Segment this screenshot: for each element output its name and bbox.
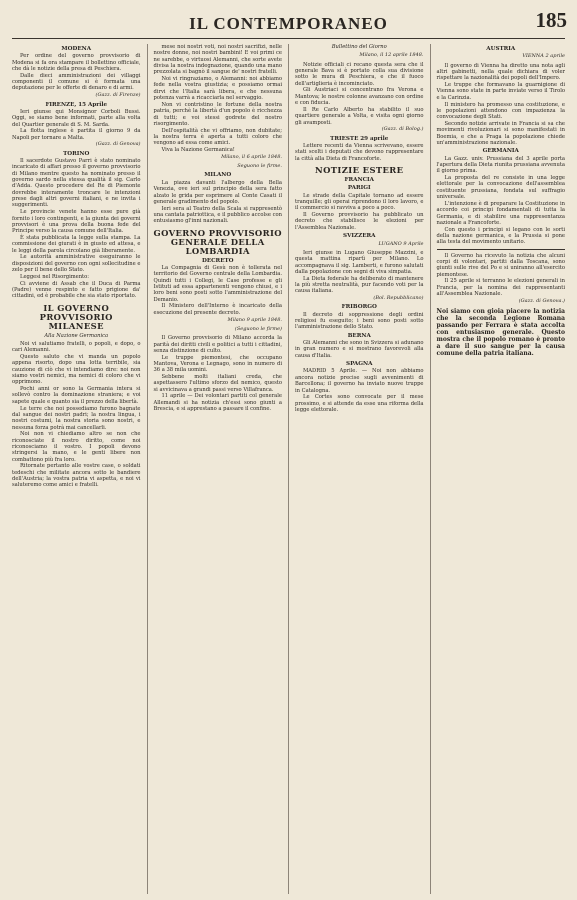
paragraph: Noi vi ringraziamo, o Alemanni: noi abbiamo fede nella vostra giustizia; e possiamo ormai dirvi che l'Italia sarà libera, e che nessuna potenza varrà a ricacciarla nel servaggio.: [153, 76, 282, 102]
section-heading: TORINO: [63, 150, 90, 157]
section-heading: AUSTRIA: [486, 46, 516, 52]
page-number: 185: [535, 8, 567, 32]
paragraph: Le truppe piemontesi, che occupano Mantova, Verona e Legnago, sono in numero di 36 a 38 mila uomini.: [153, 354, 282, 374]
paragraph: Le terre che noi possediamo furono bagnate dal sangue dei nostri padri; la nostra lingua, i nostri costumi, la nostra storia sono nostri, e nessuna forza potrà mai cancellarli.: [12, 405, 141, 431]
signature-line: LUGANO 9 Aprile: [378, 240, 424, 247]
signature-line: (Gazz. di Genova.): [518, 297, 565, 304]
section-heading: GERMANIA: [482, 148, 519, 155]
paragraph: MADRID 5 Aprile. — Noi non abbiamo ancora notizie precise sugli avvenimenti di Barcellona; il governo ha inviato nuove truppe in Catalogna.: [295, 368, 424, 394]
paragraph: Le autorità amministrative eseguiranno le disposizioni del governo con ogni sollecitudine e zelo per il bene dello Stato.: [12, 254, 141, 274]
column-1: [12, 44, 141, 894]
column-2: [147, 44, 283, 894]
paragraph: La piazza davanti l'albergo della Bella Venezia, ove ieri sul principio della sera fatto alzato le grida per esprimere al Conte Casati il generale gradimento del popolo.: [153, 179, 282, 205]
paragraph: Dell'ospitalità che vi offriamo, non dubitate; la nostra terra è aperta a tutti coloro che vengono ad essa come amici.: [153, 127, 282, 147]
paragraph: Il Governo ha ricevuto la notizia che alcuni corpi di volontari, partiti dalla Toscana, sono giunti sulle rive del Po e si uniranno all'esercito piemontese.: [436, 252, 565, 278]
paragraph: Noi vi salutiamo fratelli, o popoli, e dopo, o cari Alemanni.: [12, 340, 141, 354]
paragraph: Le provincie venete hanno esse pure già fornito i loro contingenti, e la giunta dei governi provvisori è una prova della buona fede del Principe verso la causa comune dell'Italia.: [12, 209, 141, 235]
section-heading: MODENA: [61, 46, 92, 52]
paragraph: Non vi contristino le fortune della nostra patria, perchè la libertà d'un popolo è ricchezza di tutti; e voi stessi godrete del nostro risorgimento.: [153, 101, 282, 127]
signature-line: (Bol. Repubblicano): [373, 295, 424, 302]
signature-line: (Gazz. di Firenze): [95, 92, 141, 99]
headline: IL GOVERNO PROVVISORIO MILANESE: [39, 302, 113, 331]
signature-line: (Gazz. di Genova): [95, 141, 141, 148]
signature-line: (Seguono le firme): [234, 325, 282, 332]
paragraph: La Gazz. univ. Prussiana del 3 aprile porta l'apertura della Dieta riunita prussiana avvenuta il giorno prima.: [436, 155, 565, 175]
paragraph: Il decreto di soppressione degli ordini religiosi fu eseguito; i beni sono posti sotto l'amministrazione dello Stato.: [295, 311, 424, 331]
paragraph: Questo saluto che vi manda un popolo appena risorto, dopo una lotta terribile, sia cauzione di ciò che vi intendiamo dire: noi non siamo vostri nemici, ma nemici di coloro che vi opprimono.: [12, 354, 141, 386]
paragraph: Viva la Nazione Germanica!: [161, 147, 235, 154]
paragraph: Secondo notizie arrivate in Francia si sa che movimenti rivoluzionari si sono manifestati in Boemia, e che a Praga la popolazione chiede un'amministrazione nazionale.: [436, 120, 565, 146]
paragraph: Il 25 aprile si terranno le elezioni generali in Francia, per la nomina dei rappresentanti all'Assemblea Nazionale.: [436, 278, 565, 298]
section-heading: MILANO: [204, 172, 232, 179]
paragraph: La Dieta federale ha deliberato di mantenere la più stretta neutralità, pur facendo voti per la causa italiana.: [295, 275, 424, 295]
paragraph: Notizie officiali ci recano questa sera che il generale Bava si è portato colla sua divisione sotto le mura di Peschiera, e che il fuoco dell'artiglieria è incominciato.: [295, 61, 424, 87]
paragraph: La Compagnia di Gesù non è tollerata nel territorio del Governo centrale della Lombardia. Quindi tutti i Collegi, le Case professe e gli Istituti ad essa appartenenti vengono chiusi, e i loro beni sono posti sotto l'amministrazione del Demanio.: [153, 264, 282, 303]
masthead-rule: [12, 38, 565, 39]
paragraph: 11 aprile — Dei volontari partiti col generale Allemandi si ha notizia ch'essi sono giunti a Brescia, e si apprestano a passare il confine.: [153, 393, 282, 413]
paragraph: Il Re Carlo Alberto ha stabilito il suo quartiere generale a Volta, e visita ogni giorno gli avamposti.: [295, 106, 424, 126]
paragraph: La proposta del re consiste in una legge elettorale per la convocazione dell'assemblea costituente prussiana, fondata sul suffragio universale.: [436, 175, 565, 201]
paragraph: La flotta inglese è partita il giorno 9 da Napoli per tornare a Malta.: [12, 128, 141, 141]
headline: NOTIZIE ESTERE: [315, 165, 404, 176]
column-4: [430, 44, 566, 894]
paragraph: Le strade della Capitale tornano ad essere tranquille; gli operai riprendono il loro lavoro, e il commercio si ravviva a poco a poco.: [295, 192, 424, 212]
notice-paragraph: Noi siamo con gioia piacere la notizia che la seconda Legione Romana passando per Ferrara è stata accolta con entusiasmo generale. Questo mostra che il popolo romano è pronto a dare il suo sangue per la causa comune della patria italiana.: [436, 308, 565, 358]
signature-line: Milano 9 aprile 1848.: [227, 316, 282, 323]
section-heading: PARIGI: [347, 185, 371, 192]
masthead: [0, 0, 577, 40]
section-heading: TRIESTE 29 aprile: [330, 135, 389, 142]
paragraph: Il governo di Vienna ha diretto una nota agli altri gabinetti, nella quale dichiara di voler rispettare la nazionalità dei popoli dell'Impero.: [436, 62, 565, 82]
section-heading: FRIBORGO: [341, 304, 377, 311]
signature-line: VIENNA 2 aprile: [522, 53, 565, 60]
paragraph: mese noi nostri voti, noi nostri sacrifizi, nelle nostre donne, noi nostri bambini! E voi primi ce ne sarebbe, o virtuosi Alemanni, che sorte avete divisa la nostra indegnazione, quando una mano prezzolata si bagnò il sangue de' nostri fratelli.: [153, 44, 282, 76]
paragraph: Ieri giunse qui Monsignor Corboli Bussi. Oggi, se siamo bene informati, parte alla volta del Quartier generale di S. M. Sarda.: [12, 108, 141, 128]
columns: [12, 44, 565, 894]
signature-line: Milano, il 6 aprile 1848.: [221, 153, 282, 160]
paragraph: Leggesi nel Risorgimento:: [20, 273, 90, 280]
paragraph: Le Cortes sono convocate per il mese prossimo, e si attende da esse una riforma della legge elettorale.: [295, 394, 424, 413]
signature-line: Seguono le firme.: [237, 163, 282, 170]
double-rule: [437, 249, 566, 250]
paragraph: Ieri giunse in Lugano Giuseppe Mazzini, e questa mattina ripartì per Milano. Lo accompagnava il sig. Lamberti, e furono salutati dalla popolazione con segni di viva simpatia.: [295, 249, 424, 275]
paragraph: Noi non vi chiediamo altro se non che riconosciate il nostro diritto, come noi riconosciamo il vostro. I popoli devono stringersi la mano, e le genti libere non combattono più fra loro.: [12, 431, 141, 463]
section-heading: BERNA: [347, 332, 371, 339]
signature-line: (Gazz. di Bolog.): [381, 126, 424, 133]
section-heading: FIRENZE, 15 Aprile: [45, 101, 108, 108]
paragraph: Il Ministero dell'Interno è incaricato della esecuzione del presente decreto.: [153, 303, 282, 316]
subheading: Bullettino del Giorno: [331, 44, 387, 50]
section-heading: DECRETO: [201, 257, 234, 264]
paragraph: Ieri sera al Teatro della Scala si rappresentò una cantata patriottica, e il pubblico accolse con entusiasmo gl'inni nazionali.: [153, 205, 282, 225]
paragraph: Con questo i principi si legano con le sorti della nazione germanica, e la Prussia si pone alla testa del movimento unitario.: [436, 226, 565, 246]
section-heading: SPAGNA: [346, 361, 373, 368]
paragraph: Gli Austriaci si concentrano fra Verona e Mantova; le nostre colonne avanzano con ordine e con fiducia.: [295, 87, 424, 107]
paragraph: Dalle dieci amministrazioni dei villaggi componenti il comune si è formata una deputazione per le offerte di denaro e di armi.: [12, 72, 141, 92]
paragraph: Il ministero ha promesso una costituzione, e le popolazioni attendono con impazienza la convocazione degli Stati.: [436, 101, 565, 121]
paragraph: Lettere recenti da Vienna scrivevano, essere stati scelti i deputati che devono rappresentare la città alla Dieta di Francoforte.: [295, 142, 424, 162]
paragraph: Gli Alemanni che sono in Svizzera si adunano in gran numero e si mostrano favorevoli alla causa d'Italia.: [295, 340, 424, 359]
newspaper-title: IL CONTEMPORANEO: [189, 14, 388, 33]
subheading: Alla Nazione Germanica: [44, 332, 109, 339]
paragraph: Ci avviene di Assab che il Duca di Parma (Padre) venne respinto e fatto prigione da' cittadini, ed è probabile che sia stato riportato.: [12, 280, 141, 300]
paragraph: È stata pubblicata la legge sulla stampa. La commissione dei giurati è in giusto ed attesa, e le leggi della parola circolano già liberamente.: [12, 234, 141, 254]
paragraph: Sebbene molti italiani creda, che aspettassero l'ultimo sforzo del nemico, questo si avvicinava a grandi passi verso Villafranca.: [153, 374, 282, 393]
paragraph: Il Governo provvisorio di Milano accorda la parità dei diritti civili e politici a tutti i cittadini, senza distinzione di culto.: [153, 335, 282, 354]
paragraph: L'intenzione è di preparare la Costituzione in accordo coi principi fondamentali di tutta la Germania, e di stabilire una rappresentanza nazionale a Francoforte.: [436, 200, 565, 226]
paragraph: Il Governo provvisorio ha pubblicato un decreto che stabilisce le elezioni per l'Assemblea Nazionale.: [295, 212, 424, 231]
paragraph: Pochi anni or sono la Germania intera si sollevò contro la dominazione straniera; e voi sapete quale e quanto sia il prezzo della libertà.: [12, 386, 141, 405]
section-heading: SVIZZERA: [343, 233, 376, 240]
paragraph: Il sacerdote Gustavo Parri è stato nominato incaricato di affari presso il governo provvisorio di Milano mentre questo ha nominato presso il governo sardo nella stessa qualità il sig. Carlo d'Adda. Questo procedere del Re di Piemonte dovrebbe interamente troncare le intenzioni prese dagli altri governi italiani, e ne invita i suggerimenti.: [12, 158, 141, 209]
paragraph: Per ordine del governo provvisorio di Modena si fa ora stampare il bollettino officiale, che dà le notizie della presa di Peschiera.: [12, 53, 141, 73]
headline: GOVERNO PROVVISORIO GENERALE DELLA LOMBARDIA: [153, 227, 282, 256]
paragraph: Ritornate pertanto alle vostre case, o soldati tedeschi che militate ancora sotto le bandiere dell'Austria; la vostra patria vi aspetta, e noi vi saluteremo come amici e fratelli.: [12, 463, 141, 489]
column-3: [288, 44, 424, 894]
section-heading: FRANCIA: [344, 177, 374, 184]
paragraph: Le truppe che formavano la guarnigione di Vienna sono state in parte inviate verso il Tirolo e la Carinzia.: [436, 82, 565, 101]
signature-line: Milano, il 12 aprile 1848.: [359, 52, 424, 59]
